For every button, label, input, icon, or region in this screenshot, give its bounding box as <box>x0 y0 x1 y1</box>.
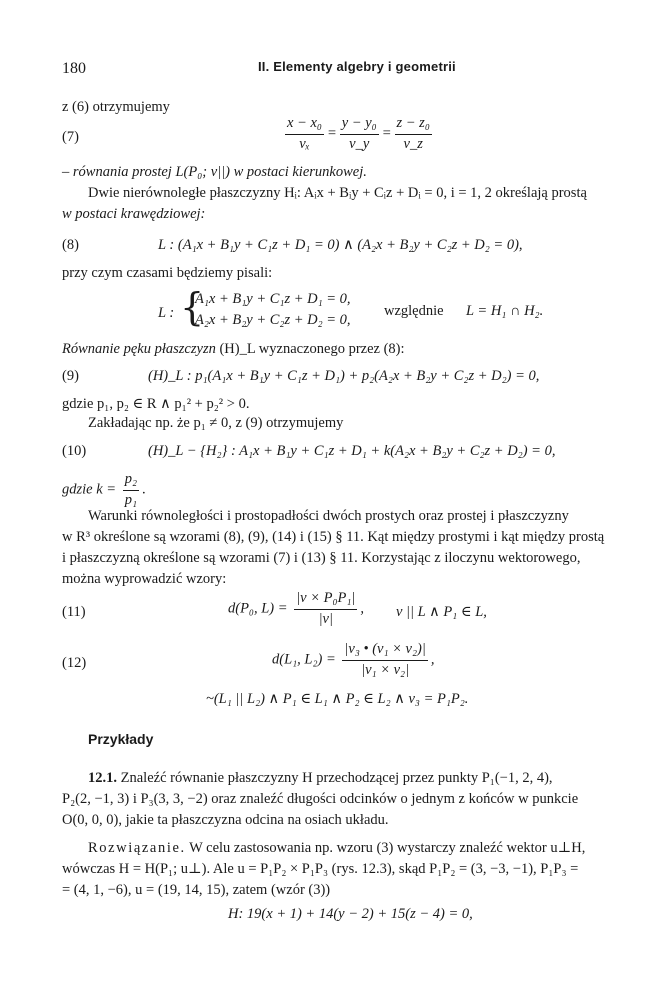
fraction-numerator: |v₃ • (v₁ × v₂)| <box>342 640 427 661</box>
solution-label: Rozwiązanie. <box>88 840 186 856</box>
italic-term: Równanie pęku płaszczyzn <box>62 341 216 357</box>
fraction-numerator: p₂ <box>123 470 139 491</box>
equation-lhs: d(L₁, L₂) = <box>272 651 336 668</box>
text-line: w postaci krawędziowej: <box>62 206 206 222</box>
text-span: Znaleźć równanie płaszczyzny H przechodzącej przez punkty P₁(−1, 2, 4), <box>120 770 553 786</box>
fraction-numerator: z − z₀ <box>395 114 432 135</box>
fraction-denominator: p₁ <box>124 491 137 508</box>
text-line: gdzie p₁, p₂ ∈ R ∧ p₁² + p₂² > 0. <box>62 396 250 412</box>
text-line: z (6) otrzymujemy <box>62 99 170 115</box>
example-line <box>88 769 553 789</box>
example-line: P₂(2, −1, 3) i P₃(3, 3, −2) oraz znaleźć długości odcinków o jednym z końców w punkcie <box>62 791 579 807</box>
equation-lhs: d(P₀, L) = <box>228 600 288 617</box>
fraction-denominator: vₓ <box>299 135 310 152</box>
page-number: 180 <box>62 60 86 77</box>
fraction-numerator: y − y₀ <box>340 114 379 135</box>
text-line <box>62 340 405 360</box>
section-heading: Przykłady <box>88 731 154 747</box>
equation-12: d(L₁, L₂) = $\frac{\text{|v₃ • (v₁ × v₂)|}}{\text{|v₁ × v₂|}}$ , <box>272 640 434 680</box>
equation-condition: ~(L₁ || L₂) ∧ P₁ ∈ L₁ ∧ P₂ ∈ L₂ ∧ v₃ = P₁P₂. <box>206 691 469 707</box>
solution-line: = (4, 1, −6), u = (19, 14, 15), zatem (wzór (3)) <box>62 882 331 898</box>
equation-11: d(P₀, L) = $\frac{\text{|v × P₀P₁|}}{|v|}$ , <box>228 589 364 629</box>
text-line: przy czym czasami będziemy pisali: <box>62 265 273 281</box>
paragraph-line: Warunki równoległości i prostopadłości dwóch prostych oraz prostej i płaszczyzny <box>88 508 569 524</box>
left-brace: { <box>180 285 205 329</box>
equation-tag: (11) <box>62 604 86 620</box>
system-row: A₂x + B₂y + C₂z + D₂ = 0, <box>195 312 351 328</box>
system-lead: L : <box>158 305 175 321</box>
text-line: gdzie k = $\frac{\text{p₂}}{\text{p₁}}$ . <box>62 470 146 510</box>
text-line: Zakładając np. że p₁ ≠ 0, z (9) otrzymujemy <box>88 415 344 431</box>
paragraph-line: w R³ określone są wzorami (8), (9), (14) i (15) § 11. Kąt między prostymi i kąt między prostą <box>62 529 605 545</box>
equation-8: L : (A₁x + B₁y + C₁z + D₁ = 0) ∧ (A₂x + B₂y + C₂z + D₂ = 0), <box>158 237 523 253</box>
text-line: – równania prostej L(P₀; v||) w postaci kierunkowej. <box>62 164 367 180</box>
fraction-numerator: |v × P₀P₁| <box>294 589 357 610</box>
equation-9: (H)_L : p₁(A₁x + B₁y + C₁z + D₁) + p₂(A₂x + B₂y + C₂z + D₂) = 0, <box>148 368 540 384</box>
equation-tag: (9) <box>62 368 79 384</box>
fraction-denominator: v_z <box>403 135 423 152</box>
equation-condition: v || L ∧ P₁ ∈ L, <box>396 604 487 620</box>
text-line: Dwie nierównoległe płaszczyzny Hᵢ: Aᵢx + Bᵢy + Cᵢz + Dᵢ = 0, i = 1, 2 określają prostą <box>88 185 587 201</box>
equation-7: $\frac{\text{x − x₀}}{\text{vₓ}}$ = $\frac{\text{y − y₀}}{v\_y}$ = $\frac{\text{z − z₀}}{v\_z}$ <box>282 114 435 154</box>
text-span: (H)_L wyznaczonego przez (8): <box>219 341 405 357</box>
solution-line <box>88 839 585 859</box>
fraction-denominator: v_y <box>349 135 370 152</box>
equation-tag: (8) <box>62 237 79 253</box>
running-title: II. Elementy algebry i geometrii <box>258 59 456 74</box>
system-row: A₁x + B₁y + C₁z + D₁ = 0, <box>195 291 351 307</box>
paragraph-line: i płaszczyzną określone są wzorami (7) i (13) § 11. Korzystając z iloczynu wektorowego, <box>62 550 581 566</box>
text-word: względnie <box>384 303 444 319</box>
fraction-numerator: x − x₀ <box>285 114 324 135</box>
solution-line: wówczas H = H(P₁; u⊥). Ale u = P₁P₂ × P₁P₃ (rys. 12.3), skąd P₁P₂ = (3, −3, −1), P₁P₃ = <box>62 861 579 877</box>
example-number: 12.1. <box>88 770 117 786</box>
equation-tag: (10) <box>62 443 87 459</box>
fraction-denominator: |v| <box>318 610 333 627</box>
text-span: W celu zastosowania np. wzoru (3) wystarczy znaleźć wektor u⊥H, <box>189 840 586 856</box>
final-equation: H: 19(x + 1) + 14(y − 2) + 15(z − 4) = 0, <box>228 906 473 922</box>
equation-10: (H)_L − {H₂} : A₁x + B₁y + C₁z + D₁ + k(A₂x + B₂y + C₂z + D₂) = 0, <box>148 443 556 459</box>
equation-tag: (12) <box>62 655 87 671</box>
text-span: gdzie k = <box>62 481 117 498</box>
example-line: O(0, 0, 0), jakie ta płaszczyzna odcina na osiach układu. <box>62 812 389 828</box>
equation-tag: (7) <box>62 129 79 145</box>
fraction-denominator: |v₁ × v₂| <box>361 661 410 678</box>
paragraph-line: można wyprowadzić wzory: <box>62 571 227 587</box>
equation: L = H₁ ∩ H₂. <box>466 303 544 319</box>
